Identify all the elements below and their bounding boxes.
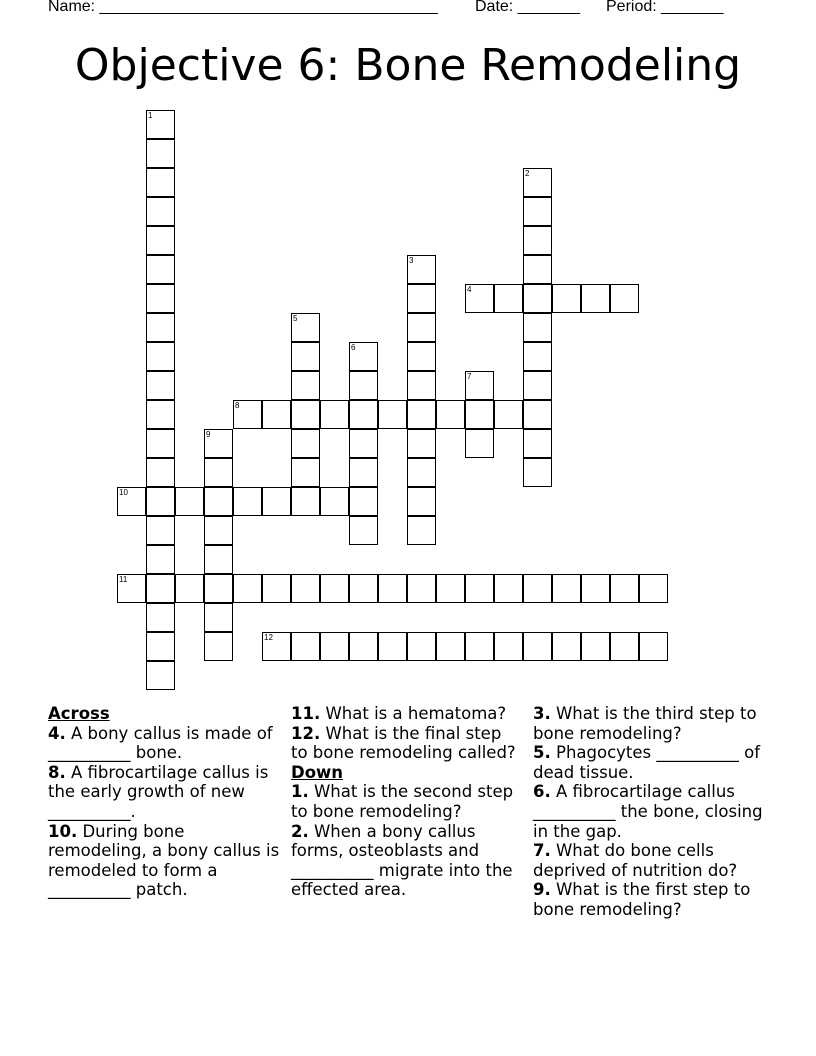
grid-cell[interactable] <box>552 632 581 661</box>
clues-column-2 <box>291 704 523 900</box>
grid-cell[interactable] <box>436 574 465 603</box>
grid-cell[interactable] <box>407 487 436 516</box>
grid-cell[interactable] <box>378 400 407 429</box>
clue-down-5: 5. Phagocytes __________ of dead tissue. <box>533 743 761 782</box>
clue-number: 8 <box>235 401 240 410</box>
grid-cell[interactable] <box>146 371 175 400</box>
grid-cell[interactable] <box>204 632 233 661</box>
down-heading: Down <box>291 762 344 782</box>
grid-cell[interactable] <box>146 603 175 632</box>
grid-cell[interactable] <box>146 168 175 197</box>
grid-cell[interactable] <box>233 574 262 603</box>
grid-cell[interactable] <box>465 400 494 429</box>
grid-cell[interactable] <box>349 429 378 458</box>
grid-cell[interactable] <box>465 632 494 661</box>
clue-down-9: 9. What is the first step to bone remodeling? <box>533 880 751 919</box>
clue-number: 9 <box>206 430 211 439</box>
grid-cell[interactable] <box>465 371 494 400</box>
grid-cell[interactable] <box>407 574 436 603</box>
grid-cell[interactable] <box>523 632 552 661</box>
grid-cell[interactable] <box>349 400 378 429</box>
grid-cell[interactable] <box>349 516 378 545</box>
grid-cell[interactable] <box>494 574 523 603</box>
grid-cell[interactable] <box>494 632 523 661</box>
grid-cell[interactable] <box>407 284 436 313</box>
grid-cell[interactable] <box>146 458 175 487</box>
grid-cell[interactable] <box>407 342 436 371</box>
grid-cell[interactable] <box>552 284 581 313</box>
grid-cell[interactable] <box>204 545 233 574</box>
grid-cell[interactable] <box>204 574 233 603</box>
grid-cell[interactable] <box>407 458 436 487</box>
clue-number: 12 <box>264 633 273 642</box>
grid-cell[interactable] <box>523 284 552 313</box>
clue-across-10: 10. During bone remodeling, a bony callus is remodeled to form a __________ patch. <box>48 821 280 900</box>
clue-down-2: 2. When a bony callus forms, osteoblasts and __________ migrate into the effected area. <box>291 821 513 900</box>
clue-across-11: 11. What is a hematoma? <box>291 704 507 723</box>
grid-cell[interactable] <box>523 400 552 429</box>
grid-cell[interactable] <box>523 255 552 284</box>
grid-cell[interactable] <box>552 574 581 603</box>
grid-cell[interactable] <box>175 574 204 603</box>
grid-cell[interactable] <box>204 603 233 632</box>
grid-cell[interactable] <box>349 574 378 603</box>
grid-cell[interactable] <box>494 284 523 313</box>
grid-cell[interactable] <box>291 632 320 661</box>
grid-cell[interactable] <box>262 574 291 603</box>
grid-cell[interactable] <box>639 574 668 603</box>
grid-cell[interactable] <box>146 110 175 139</box>
period-field: Period: _______ <box>606 0 724 15</box>
grid-cell[interactable] <box>581 574 610 603</box>
grid-cell[interactable] <box>146 574 175 603</box>
grid-cell[interactable] <box>291 400 320 429</box>
grid-cell[interactable] <box>436 400 465 429</box>
grid-cell[interactable] <box>407 371 436 400</box>
grid-cell[interactable] <box>523 168 552 197</box>
grid-cell[interactable] <box>204 516 233 545</box>
name-field: Name: ______________________________________ <box>48 0 438 15</box>
grid-cell[interactable] <box>146 284 175 313</box>
grid-cell[interactable] <box>465 284 494 313</box>
grid-cell[interactable] <box>175 487 204 516</box>
grid-cell[interactable] <box>146 516 175 545</box>
grid-cell[interactable] <box>523 371 552 400</box>
clue-number: 3 <box>409 256 414 265</box>
grid-cell[interactable] <box>146 255 175 284</box>
clue-down-3: 3. What is the third step to bone remodeling? <box>533 704 757 743</box>
clue-number: 5 <box>293 314 298 323</box>
grid-cell[interactable] <box>349 487 378 516</box>
grid-cell[interactable] <box>378 574 407 603</box>
grid-cell[interactable] <box>291 487 320 516</box>
grid-cell[interactable] <box>291 574 320 603</box>
grid-cell[interactable] <box>349 371 378 400</box>
grid-cell[interactable] <box>610 632 639 661</box>
grid-cell[interactable] <box>581 284 610 313</box>
grid-cell[interactable] <box>262 632 291 661</box>
grid-cell[interactable] <box>378 632 407 661</box>
grid-cell[interactable] <box>610 284 639 313</box>
grid-cell[interactable] <box>291 313 320 342</box>
clue-number: 11 <box>119 575 128 584</box>
grid-cell[interactable] <box>407 516 436 545</box>
grid-cell[interactable] <box>320 400 349 429</box>
grid-cell[interactable] <box>146 400 175 429</box>
grid-cell[interactable] <box>349 342 378 371</box>
grid-cell[interactable] <box>117 574 146 603</box>
clue-number: 1 <box>148 111 153 120</box>
clue-across-4: 4. A bony callus is made of __________ bone. <box>48 723 273 763</box>
grid-cell[interactable] <box>523 313 552 342</box>
grid-cell[interactable] <box>291 429 320 458</box>
clue-number: 2 <box>525 169 530 178</box>
grid-cell[interactable] <box>523 429 552 458</box>
grid-cell[interactable] <box>436 632 465 661</box>
clue-down-7: 7. What do bone cells deprived of nutrition do? <box>533 841 738 880</box>
clue-down-1: 1. What is the second step to bone remodeling? <box>291 782 514 821</box>
grid-cell[interactable] <box>407 429 436 458</box>
grid-cell[interactable] <box>204 429 233 458</box>
grid-cell[interactable] <box>349 458 378 487</box>
grid-cell[interactable] <box>233 487 262 516</box>
grid-cell[interactable] <box>146 545 175 574</box>
grid-cell[interactable] <box>407 400 436 429</box>
grid-cell[interactable] <box>233 400 262 429</box>
grid-cell[interactable] <box>639 632 668 661</box>
clue-number: 6 <box>351 343 356 352</box>
grid-cell[interactable] <box>262 487 291 516</box>
grid-cell[interactable] <box>146 139 175 168</box>
clue-number: 4 <box>467 285 472 294</box>
grid-cell[interactable] <box>320 574 349 603</box>
grid-cell[interactable] <box>465 574 494 603</box>
clues-column-3 <box>533 704 769 920</box>
grid-cell[interactable] <box>407 255 436 284</box>
grid-cell[interactable] <box>523 226 552 255</box>
across-heading: Across <box>48 704 110 723</box>
grid-cell[interactable] <box>146 226 175 255</box>
grid-cell[interactable] <box>146 632 175 661</box>
grid-cell[interactable] <box>494 400 523 429</box>
grid-cell[interactable] <box>407 632 436 661</box>
clue-number: 10 <box>119 488 128 497</box>
grid-cell[interactable] <box>146 313 175 342</box>
clue-down-6: 6. A fibrocartilage callus __________ the bone, closing in the gap. <box>533 782 763 841</box>
grid-cell[interactable] <box>204 458 233 487</box>
grid-cell[interactable] <box>349 632 378 661</box>
grid-cell[interactable] <box>523 458 552 487</box>
grid-cell[interactable] <box>610 574 639 603</box>
grid-cell[interactable] <box>465 429 494 458</box>
grid-cell[interactable] <box>117 487 146 516</box>
grid-cell[interactable] <box>146 661 175 690</box>
grid-cell[interactable] <box>523 342 552 371</box>
grid-cell[interactable] <box>407 313 436 342</box>
grid-cell[interactable] <box>291 458 320 487</box>
date-field: Date: _______ <box>475 0 580 15</box>
grid-cell[interactable] <box>262 400 291 429</box>
clues-column-1 <box>48 704 284 900</box>
page-title: Objective 6: Bone Remodeling <box>74 40 742 91</box>
grid-cell[interactable] <box>581 632 610 661</box>
grid-cell[interactable] <box>320 632 349 661</box>
grid-cell[interactable] <box>523 197 552 226</box>
clue-across-8: 8. A fibrocartilage callus is the early growth of new __________. <box>48 762 269 821</box>
grid-cell[interactable] <box>146 197 175 226</box>
grid-cell[interactable] <box>320 487 349 516</box>
grid-cell[interactable] <box>291 342 320 371</box>
clue-number: 7 <box>467 372 472 381</box>
clue-across-12: 12. What is the final step to bone remodeling called? <box>291 723 516 763</box>
grid-cell[interactable] <box>523 574 552 603</box>
grid-cell[interactable] <box>146 487 175 516</box>
grid-cell[interactable] <box>146 342 175 371</box>
grid-cell[interactable] <box>291 371 320 400</box>
grid-cell[interactable] <box>146 429 175 458</box>
grid-cell[interactable] <box>204 487 233 516</box>
